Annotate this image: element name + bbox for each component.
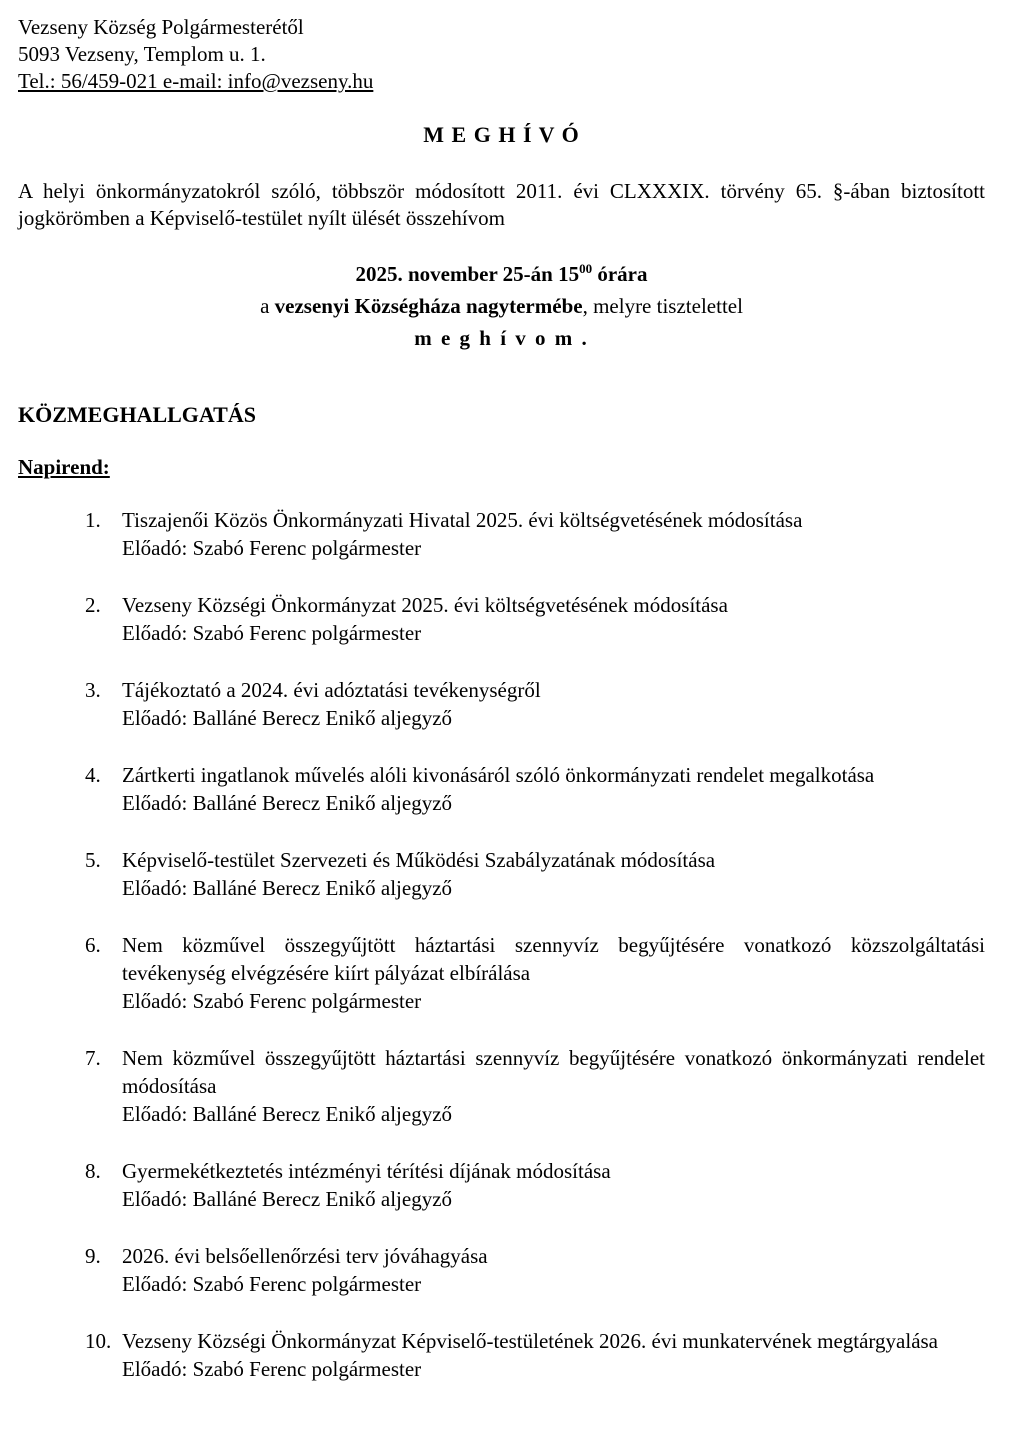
document-title: M E G H Í V Ó	[423, 122, 580, 147]
agenda-item-number: 1.	[85, 508, 101, 532]
venue-prefix: a	[260, 294, 275, 318]
agenda-item	[18, 591, 985, 647]
sender-address: 5093 Vezseny, Templom u. 1.	[18, 42, 266, 66]
agenda-item-title: Zártkerti ingatlanok művelés alóli kivonásáról szóló önkormányzati rendelet megalkotása	[122, 763, 875, 787]
agenda-item	[18, 1044, 985, 1128]
agenda-item-title: Tiszajenői Közös Önkormányzati Hivatal 2025. évi költségvetésének módosítása	[122, 508, 803, 532]
agenda-item	[18, 1327, 985, 1383]
agenda-item-presenter: Előadó: Szabó Ferenc polgármester	[122, 536, 422, 560]
agenda-heading: Napirend:	[18, 455, 110, 479]
agenda-item	[18, 676, 985, 732]
agenda-item-body	[122, 506, 985, 562]
public-hearing-heading: KÖZMEGHALLGATÁS	[18, 402, 256, 427]
meeting-time-superscript: 00	[579, 261, 593, 276]
agenda-item-number: 5.	[85, 848, 101, 872]
meeting-date-main: 2025. november 25-án 15	[355, 262, 580, 286]
agenda-item-number: 10.	[85, 1329, 112, 1353]
agenda-item	[18, 846, 985, 902]
agenda-item-presenter: Előadó: Balláné Berecz Enikő aljegyző	[122, 1187, 453, 1211]
agenda-item-presenter: Előadó: Balláné Berecz Enikő aljegyző	[122, 1102, 453, 1126]
agenda-list	[18, 506, 985, 1383]
agenda-item-number: 9.	[85, 1244, 101, 1268]
agenda-item-presenter: Előadó: Szabó Ferenc polgármester	[122, 621, 422, 645]
agenda-item-presenter: Előadó: Balláné Berecz Enikő aljegyző	[122, 706, 453, 730]
agenda-item-number: 8.	[85, 1159, 101, 1183]
agenda-item-presenter: Előadó: Szabó Ferenc polgármester	[122, 1272, 422, 1296]
agenda-item-body	[122, 1242, 985, 1298]
agenda-item	[18, 1242, 985, 1298]
agenda-item-title: Vezseny Községi Önkormányzat 2025. évi költségvetésének módosítása	[122, 593, 728, 617]
agenda-item-presenter: Előadó: Balláné Berecz Enikő aljegyző	[122, 791, 453, 815]
agenda-item-title: Nem közművel összegyűjtött háztartási szennyvíz begyűjtésére vonatkozó közszolgáltatási tevékenység elvégzésére kiírt pályázat elbírálása	[122, 933, 985, 985]
agenda-item-title: Nem közművel összegyűjtött háztartási szennyvíz begyűjtésére vonatkozó önkormányzati rendelet módosítása	[122, 1046, 985, 1098]
intro-paragraph: A helyi önkormányzatokról szóló, többször módosított 2011. évi CLXXXIX. törvény 65. §-ában biztosított jogkörömben a Képviselő-testület nyílt ülését összehívom	[18, 179, 985, 230]
agenda-item-body	[122, 1327, 985, 1383]
agenda-item	[18, 506, 985, 562]
sender-name: Vezseny Község Polgármesterétől	[18, 15, 304, 39]
meeting-closing: m e g h í v o m .	[414, 326, 589, 350]
agenda-item-title: Vezseny Községi Önkormányzat Képviselő-testületének 2026. évi munkatervének megtárgyalása	[122, 1329, 939, 1353]
agenda-item-number: 6.	[85, 933, 101, 957]
agenda-item	[18, 931, 985, 1015]
agenda-item-title: Gyermekétkeztetés intézményi térítési díjának módosítása	[122, 1159, 611, 1183]
agenda-item-presenter: Előadó: Balláné Berecz Enikő aljegyző	[122, 876, 453, 900]
agenda-item-body	[122, 591, 985, 647]
agenda-item-number: 4.	[85, 763, 101, 787]
agenda-item-body	[122, 1044, 985, 1128]
agenda-item-number: 7.	[85, 1046, 101, 1070]
agenda-item-number: 2.	[85, 593, 101, 617]
agenda-item-presenter: Előadó: Szabó Ferenc polgármester	[122, 989, 422, 1013]
venue-tail: , melyre tisztelettel	[582, 294, 743, 318]
agenda-item	[18, 1157, 985, 1213]
agenda-item-body	[122, 846, 985, 902]
agenda-item	[18, 761, 985, 817]
agenda-item-title: Képviselő-testület Szervezeti és Működési Szabályzatának módosítása	[122, 848, 716, 872]
agenda-item-title: Tájékoztató a 2024. évi adóztatási tevékenységről	[122, 678, 541, 702]
agenda-item-body	[122, 676, 985, 732]
sender-header	[18, 14, 985, 95]
agenda-item-title: 2026. évi belsőellenőrzési terv jóváhagyása	[122, 1244, 488, 1268]
agenda-item-body	[122, 1157, 985, 1213]
meeting-date-tail: órára	[592, 262, 648, 286]
agenda-item-presenter: Előadó: Szabó Ferenc polgármester	[122, 1357, 422, 1381]
agenda-item-body	[122, 761, 985, 817]
sender-contact: Tel.: 56/459-021 e-mail: info@vezseny.hu	[18, 69, 374, 93]
agenda-item-body	[122, 931, 985, 1015]
venue-name: vezsenyi Községháza nagytermébe	[274, 294, 583, 318]
meeting-venue	[18, 290, 985, 322]
meeting-datetime	[18, 258, 985, 290]
agenda-item-number: 3.	[85, 678, 101, 702]
meeting-details	[18, 258, 985, 354]
